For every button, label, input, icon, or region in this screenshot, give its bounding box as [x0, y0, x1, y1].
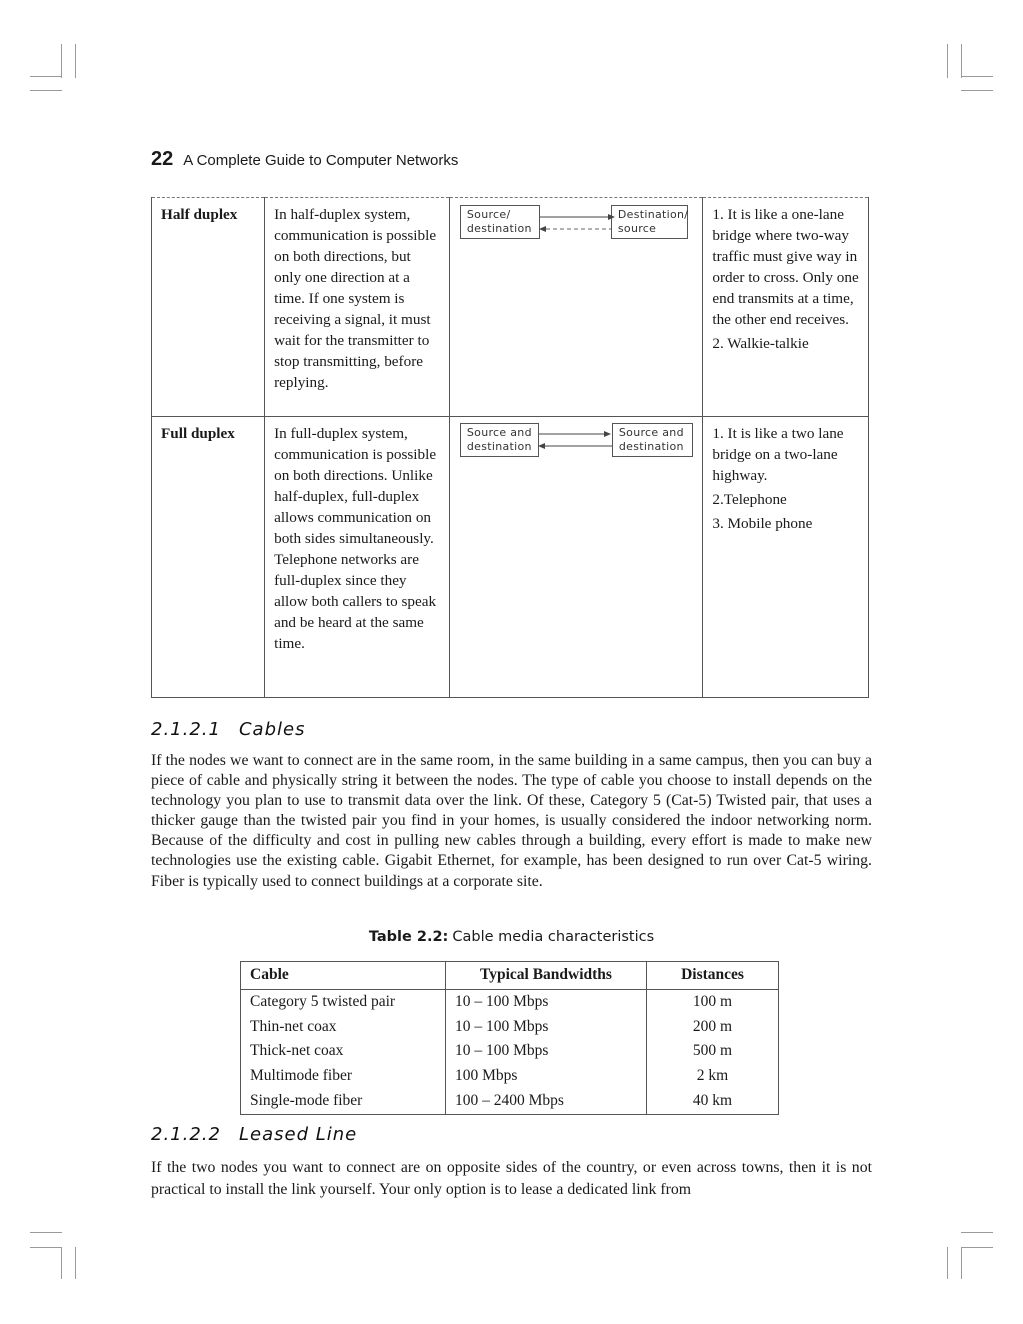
- table-row: [241, 1064, 779, 1089]
- table-cell: Single-mode fiber: [241, 1089, 446, 1114]
- column-header: Distances: [647, 962, 779, 990]
- full-duplex-arrows: [450, 417, 682, 477]
- section-heading-cables: [151, 719, 305, 740]
- table-cell: 40 km: [647, 1089, 779, 1114]
- table-cell: 100 – 2400 Mbps: [446, 1089, 647, 1114]
- table-caption-text: Cable media characteristics: [452, 929, 655, 945]
- table-header-row: [241, 962, 779, 990]
- book-title: A Complete Guide to Computer Networks: [183, 152, 459, 169]
- table-cell: 100 Mbps: [446, 1064, 647, 1089]
- arrowhead-icon: [538, 443, 545, 449]
- crop-mark: [75, 1247, 76, 1279]
- table-label: Table 2.2:: [368, 929, 449, 945]
- table-row: [241, 1089, 779, 1114]
- mode-description: In full-duplex system, communication is possible on both directions. Unlike half-duplex, full-duplex allows communication on both sides simultaneously. Telephone networks are full-duplex since they allow both callers to speak and be heard at the same time.: [265, 417, 450, 698]
- table-cell: 10 – 100 Mbps: [446, 1015, 647, 1040]
- crop-mark: [61, 44, 62, 78]
- mode-name: Half duplex: [152, 198, 265, 417]
- crop-mark: [61, 1247, 62, 1279]
- section-title: Cables: [238, 719, 306, 740]
- crop-mark: [961, 1247, 962, 1279]
- arrowhead-icon: [604, 431, 611, 437]
- crop-mark: [961, 90, 993, 91]
- table-cell: 10 – 100 Mbps: [446, 1039, 647, 1064]
- crop-mark: [961, 1247, 993, 1248]
- table-cell: Thin-net coax: [241, 1015, 446, 1040]
- section-heading-leased-line: [151, 1124, 357, 1145]
- cables-paragraph: If the nodes we want to connect are in the same room, in the same building in a same campus, then you can buy a piece of cable and physically string it between the nodes. The type of cable you choose to install depends on the technology you plan to use to transmit data over the link. Of these, Category 5 (Cat-5) Twisted pair, that uses a thicker gauge than the twisted pair you find in your homes, is usually considered the indoor networking norm. Because of the difficulty and cost in pulling new cables through a building, every effort is made to make new technologies use the existing cable. Gigabit Ethernet, for example, has been designed to run over Cat-5 wiring. Fiber is typically used to connect buildings at a corporate site.: [151, 752, 872, 890]
- half-duplex-diagram: [449, 198, 702, 417]
- running-header: [151, 148, 458, 171]
- table-cell: Category 5 twisted pair: [241, 989, 446, 1014]
- table-row: [241, 1039, 779, 1064]
- table-cell: 500 m: [647, 1039, 779, 1064]
- mode-examples: [703, 417, 869, 698]
- example-item: 1. It is like a one-lane bridge where two-way traffic must give way in order to cross. Only one end transmits at a time, the other end receives.: [712, 206, 859, 328]
- mode-name: Full duplex: [152, 417, 265, 698]
- crop-mark: [947, 1247, 948, 1279]
- leased-line-paragraph: If the two nodes you want to connect are on opposite sides of the country, or even across towns, then it is not practical to install the link yourself. Your only option is to lease a dedicated link from: [151, 1159, 872, 1198]
- example-item: 3. Mobile phone: [712, 515, 813, 532]
- table-cell: 100 m: [647, 989, 779, 1014]
- crop-mark: [961, 1232, 993, 1233]
- table-cell: Thick-net coax: [241, 1039, 446, 1064]
- transmission-mode-table: [151, 197, 869, 698]
- section-number: 2.1.2.2: [151, 1124, 221, 1145]
- crop-mark: [947, 44, 948, 78]
- destination-box: Destination/ source: [611, 205, 688, 239]
- full-duplex-diagram: [449, 417, 702, 698]
- example-item: 2. Walkie-talkie: [712, 335, 809, 352]
- column-header: Typical Bandwidths: [446, 962, 647, 990]
- table-cell: Multimode fiber: [241, 1064, 446, 1089]
- cable-media-table: [240, 961, 779, 1115]
- example-item: 1. It is like a two lane bridge on a two-lane highway.: [712, 425, 844, 484]
- mode-examples: [703, 198, 869, 417]
- crop-mark: [30, 76, 62, 77]
- table-row: [152, 417, 869, 698]
- crop-mark: [30, 90, 62, 91]
- table-cell: 2 km: [647, 1064, 779, 1089]
- crop-mark: [961, 44, 962, 78]
- column-header: Cable: [241, 962, 446, 990]
- table-row: [241, 989, 779, 1014]
- crop-mark: [75, 44, 76, 78]
- crop-mark: [961, 76, 993, 77]
- table-cell: 10 – 100 Mbps: [446, 989, 647, 1014]
- source-box: Source and destination: [460, 423, 539, 457]
- source-box: Source/ destination: [460, 205, 540, 239]
- destination-box: Source and destination: [612, 423, 693, 457]
- arrowhead-icon: [608, 214, 615, 220]
- section-title: Leased Line: [238, 1124, 358, 1145]
- mode-description: In half-duplex system, communication is possible on both directions, but only one direction at a time. If one system is receiving a signal, it must wait for the transmitter to stop transmitting, before replying.: [265, 198, 450, 417]
- crop-mark: [30, 1247, 62, 1248]
- example-item: 2.Telephone: [712, 491, 787, 508]
- arrowhead-icon: [539, 226, 546, 232]
- table-cell: 200 m: [647, 1015, 779, 1040]
- table-row: [152, 198, 869, 417]
- half-duplex-arrows: [450, 198, 682, 258]
- crop-mark: [30, 1232, 62, 1233]
- table-row: [241, 1015, 779, 1040]
- page-number: 22: [151, 148, 174, 170]
- table-caption: [0, 929, 1023, 945]
- section-number: 2.1.2.1: [151, 719, 221, 740]
